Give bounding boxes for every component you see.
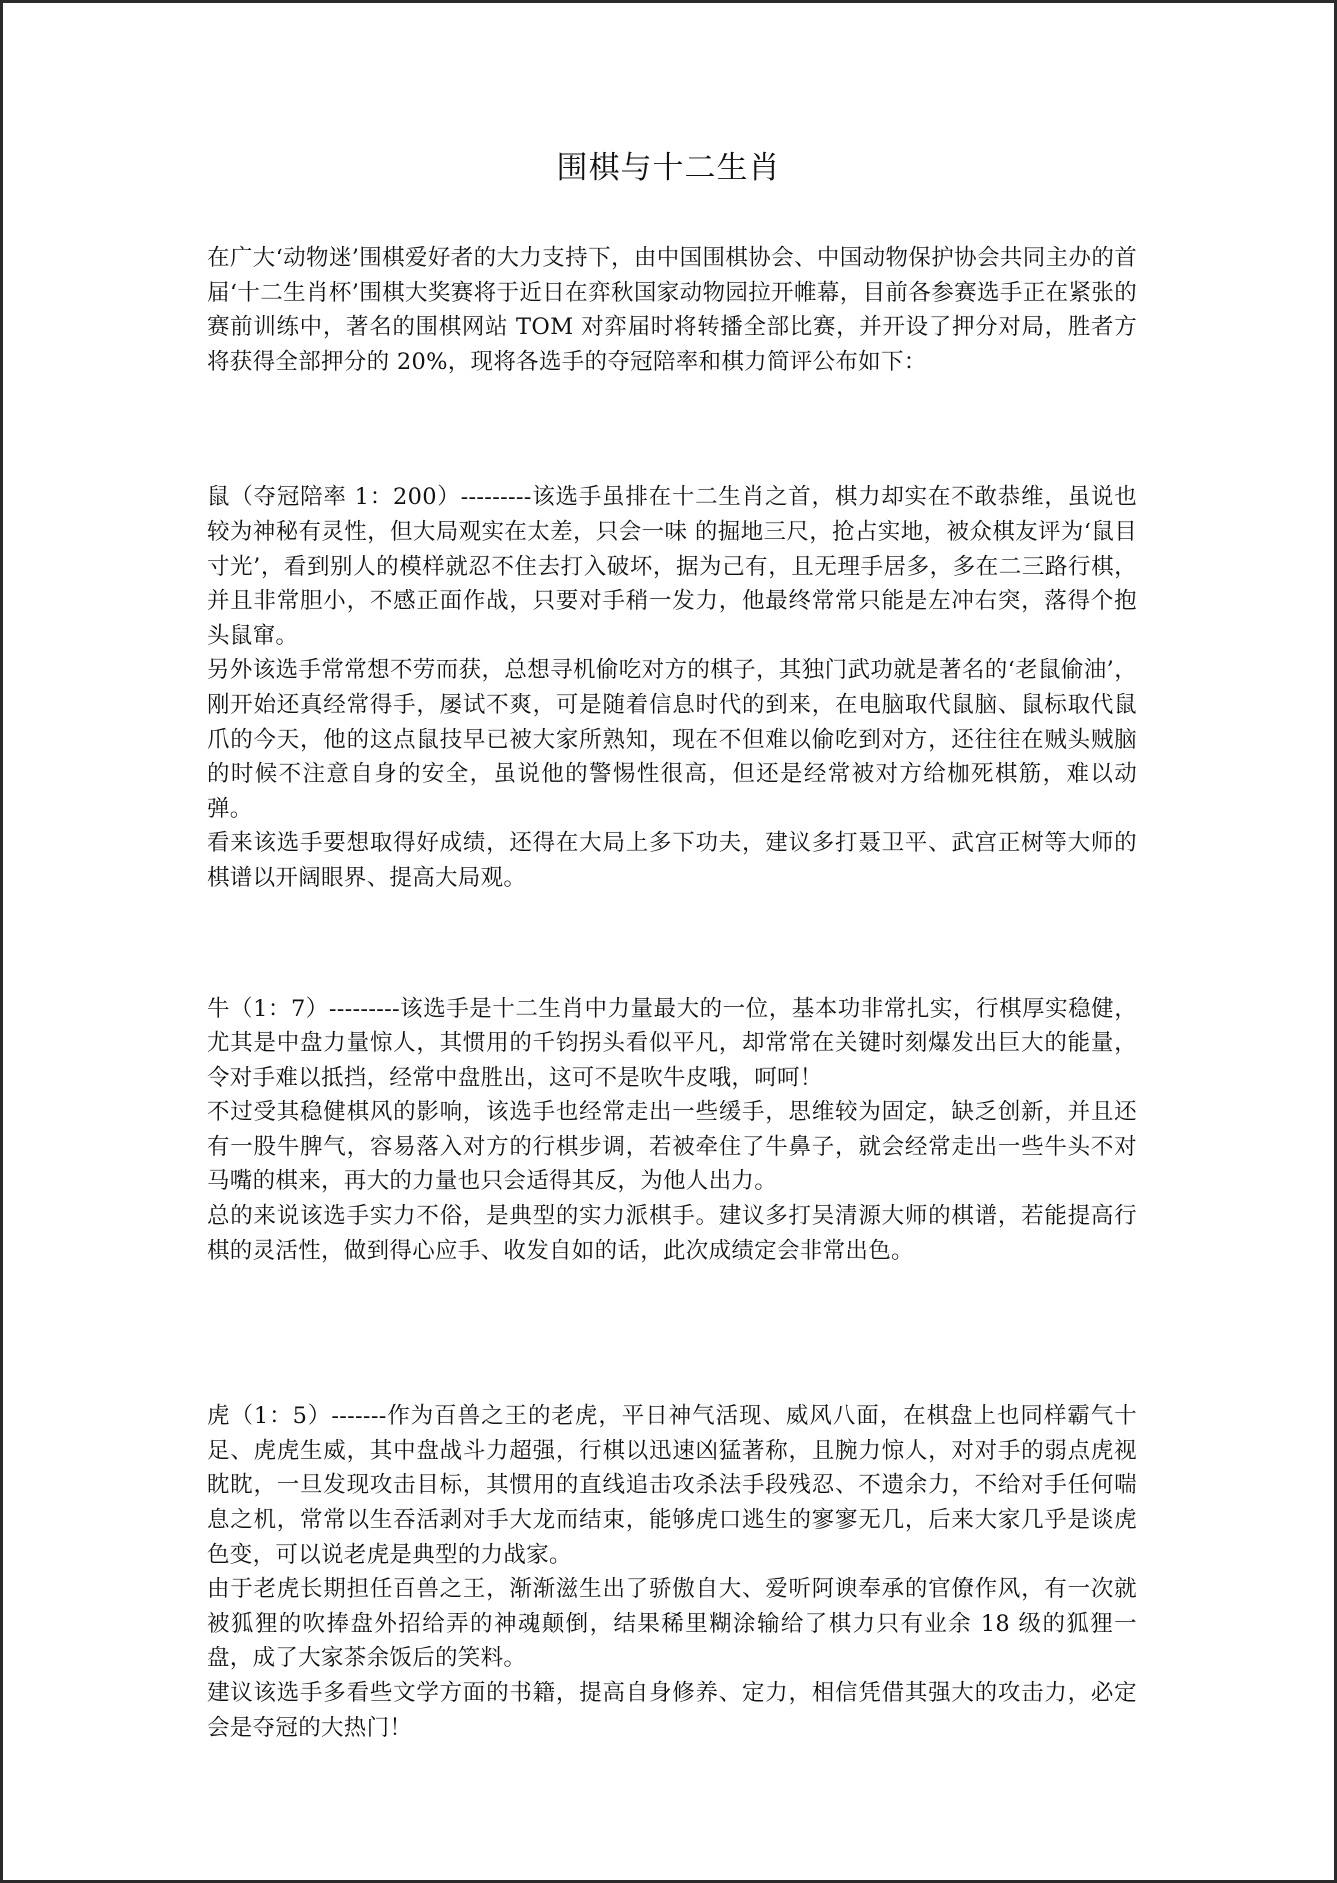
intro-paragraph: 在广大‘动物迷’围棋爱好者的大力支持下，由中国围棋协会、中国动物保护协会共同主办的首届‘十二生肖杯’围棋大奖赛将于近日在弈秋国家动物园拉开帷幕，目前各参赛选手正在紧张的赛前训练中，著名的围棋网站 TOM 对弈届时将转播全部比赛，并开设了押分对局，胜者方将获得全部押分的 20%，现将各选手的夺冠陪率和棋力简评公布如下： [207, 245, 1137, 375]
section-paragraph [207, 1399, 1137, 1572]
section-paragraph: 总的来说该选手实力不俗，是典型的实力派棋手。建议多打吴清源大师的棋谱，若能提高行棋的灵活性，做到得心应手、收发自如的话，此次成绩定会非常出色。 [207, 1203, 1137, 1264]
section-text: 该选手虽排在十二生肖之首，棋力却实在不敢恭维，虽说也较为神秘有灵性，但大局观实在太差，只会一味 的掘地三尺，抢占实地，被众棋友评为‘鼠目寸光’，看到别人的模样就忍不住去打入破坏，据为己有，且无理手居多，多在二三路行棋，并且非常胆小，不感正面作战，只要对手稍一发力，他最终常常只能是左冲右突，落得个抱头鼠窜。 [207, 484, 1137, 649]
section-lead: 鼠（夺冠陪率 1：200）--------- [207, 484, 532, 511]
section-ox [207, 992, 1137, 1269]
section-text: 该选手是十二生肖中力量最大的一位，基本功非常扎实，行棋厚实稳健，尤其是中盘力量惊人，其惯用的千钧拐头看似平凡，却常常在关键时刻爆发出巨大的能量，令对手难以抵挡，经常中盘胜出，这可不是吹牛皮哦，呵呵！ [207, 995, 1137, 1091]
section-paragraph: 由于老虎长期担任百兽之王，渐渐滋生出了骄傲自大、爱听阿谀奉承的官僚作风，有一次就被狐狸的吹捧盘外招给弄的神魂颠倒，结果稀里糊涂输给了棋力只有业余 18 级的狐狸一盘，成了大家茶余饭后的笑料。 [207, 1576, 1137, 1672]
section-paragraph: 建议该选手多看些文学方面的书籍，提高自身修养、定力，相信凭借其强大的攻击力，必定会是夺冠的大热门！ [207, 1680, 1137, 1741]
section-lead: 虎（1：5）------- [207, 1403, 387, 1430]
section-rat [207, 480, 1137, 895]
section-lead: 牛（1：7）--------- [207, 995, 400, 1022]
section-paragraph [207, 480, 1137, 653]
page-title: 围棋与十二生肖 [556, 150, 781, 186]
document-body [207, 241, 1137, 1745]
section-text: 作为百兽之王的老虎，平日神气活现、威风八面，在棋盘上也同样霸气十足、虎虎生威，其中盘战斗力超强，行棋以迅速凶猛著称，且腕力惊人，对对手的弱点虎视眈眈，一旦发现攻击目标，其惯用的直线追击攻杀法手段残忍、不遗余力，不给对手任何喘息之机，常常以生吞活剥对手大龙而结束，能够虎口逃生的寥寥无几，后来大家几乎是谈虎色变，可以说老虎是典型的力战家。 [207, 1403, 1137, 1568]
section-paragraph [207, 992, 1137, 1096]
section-paragraph: 不过受其稳健棋风的影响，该选手也经常走出一些缓手，思维较为固定，缺乏创新，并且还有一股牛脾气，容易落入对方的行棋步调，若被牵住了牛鼻子，就会经常走出一些牛头不对马嘴的棋来，再大的力量也只会适得其反，为他人出力。 [207, 1099, 1137, 1195]
section-paragraph: 另外该选手常常想不劳而获，总想寻机偷吃对方的棋子，其独门武功就是著名的‘老鼠偷油’，刚开始还真经常得手，屡试不爽，可是随着信息时代的到来，在电脑取代鼠脑、鼠标取代鼠爪的今天，他的这点鼠技早已被大家所熟知，现在不但难以偷吃到对方，还往往在贼头贼脑的时候不注意自身的安全，虽说他的警惕性很高，但还是经常被对方给枷死棋筋，难以动弹。 [207, 657, 1137, 822]
section-tiger [207, 1399, 1137, 1745]
section-paragraph: 看来该选手要想取得好成绩，还得在大局上多下功夫，建议多打聂卫平、武宫正树等大师的棋谱以开阔眼界、提高大局观。 [207, 830, 1137, 891]
